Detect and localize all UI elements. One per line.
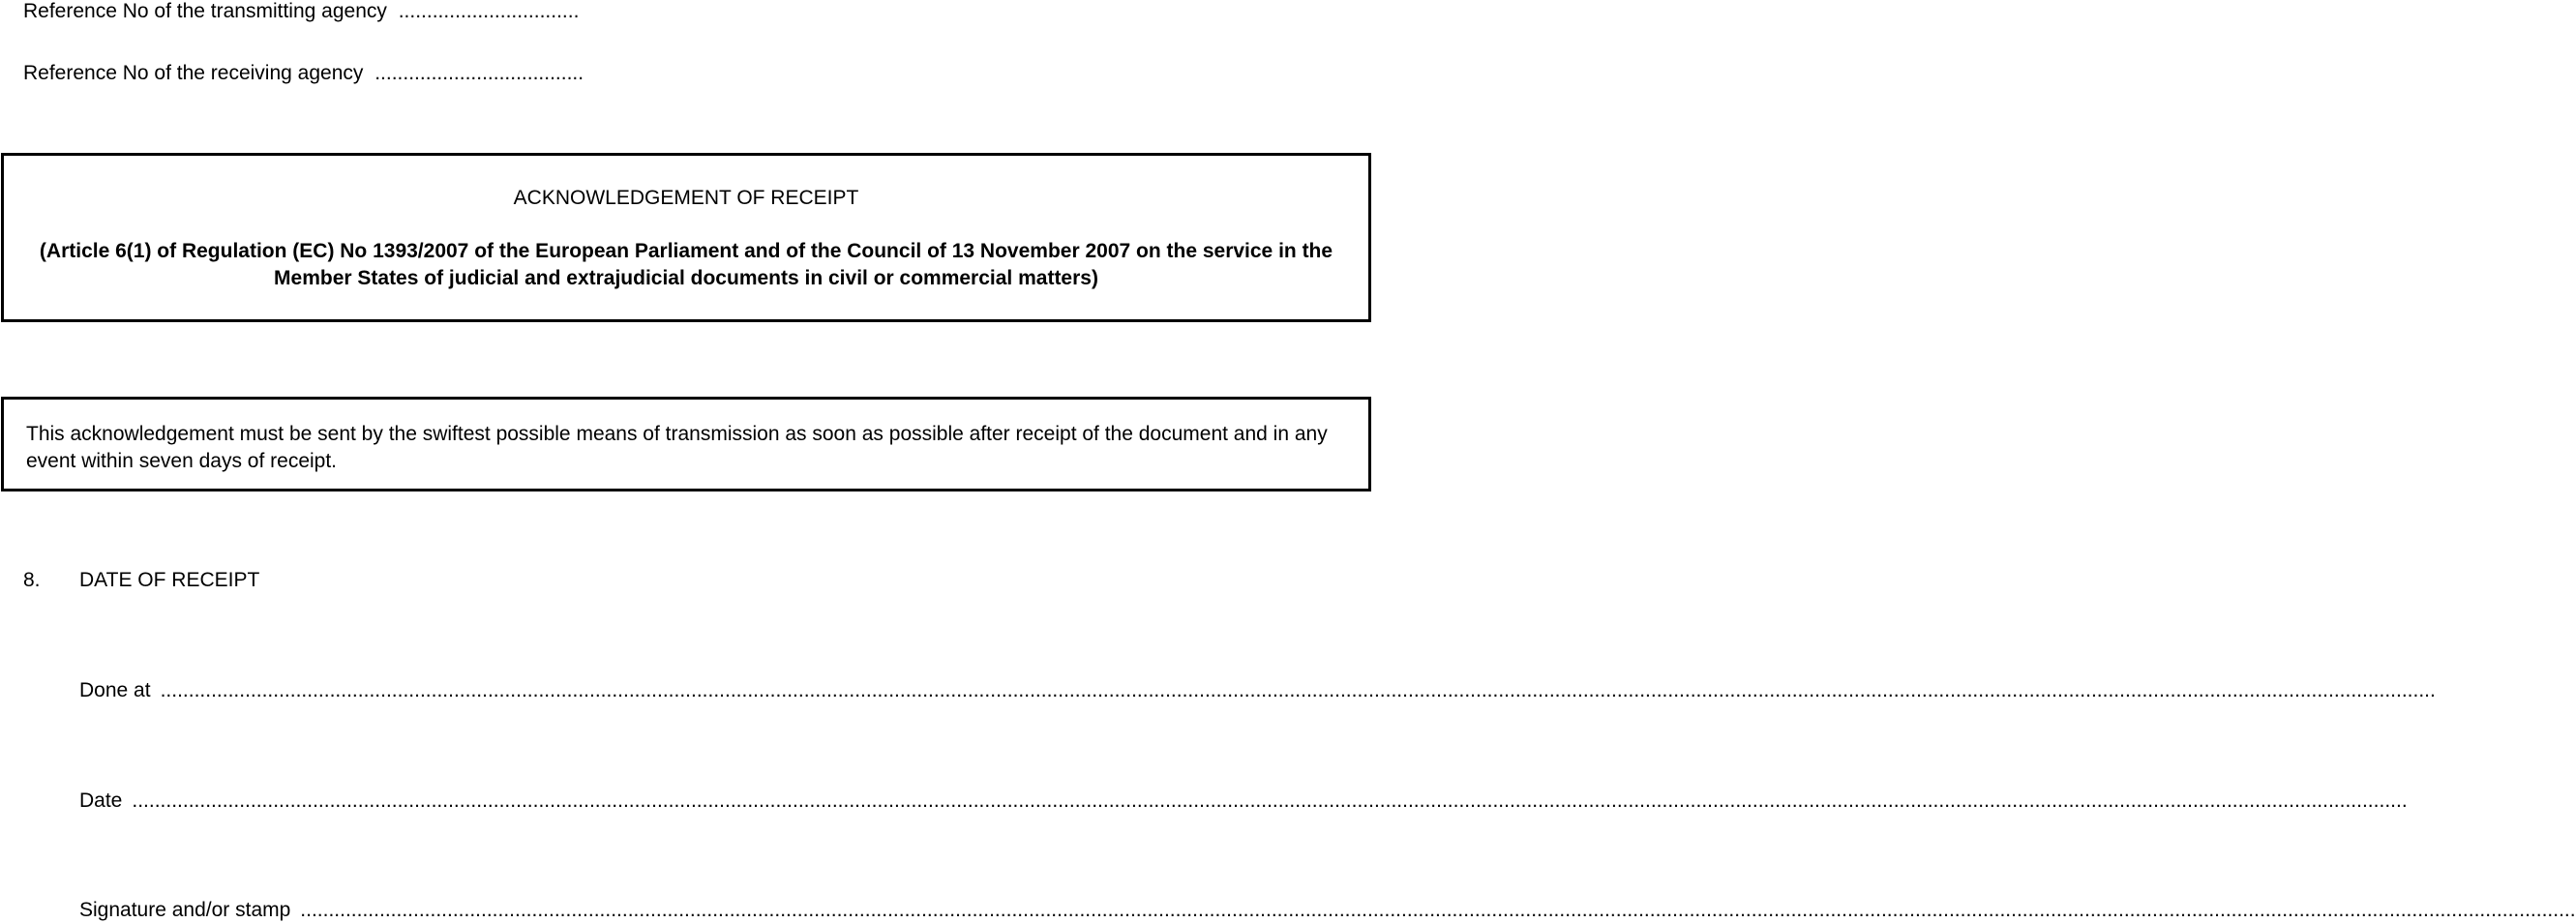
signature-field <box>79 899 2576 922</box>
done-at-field <box>79 679 2436 702</box>
signature-input[interactable]: ................................................................................................................................................................................................................................................................................................................................................................................................................... <box>300 899 2576 921</box>
ref-receiving-agency <box>23 62 584 85</box>
section-title: DATE OF RECEIPT <box>79 569 260 591</box>
acknowledgement-regulation: (Article 6(1) of Regulation (EC) No 1393/2007 of the European Parliament and of the Council of 13 November 2007 on the service in the Member States of judicial and extrajudicial documents in civil or commercial matters) <box>39 240 1333 289</box>
done-at-input[interactable]: ................................................................................................................................................................................................................................................................................................................................................................................................................... <box>160 679 2436 701</box>
signature-label: Signature and/or stamp <box>79 899 291 921</box>
done-at-label: Done at <box>79 679 151 701</box>
ref-transmitting-label: Reference No of the transmitting agency <box>23 0 387 22</box>
ref-receiving-dots[interactable]: ..................................... <box>374 62 584 84</box>
acknowledgement-box <box>1 153 1371 322</box>
ref-transmitting-agency <box>23 0 579 23</box>
date-field <box>79 789 2408 813</box>
ref-receiving-label: Reference No of the receiving agency <box>23 62 364 84</box>
notice-box <box>1 397 1371 491</box>
notice-text: This acknowledgement must be sent by the swiftest possible means of transmission as soon as possible after receipt of the document and in any event within seven days of receipt. <box>26 423 1328 472</box>
ref-transmitting-dots[interactable]: ................................ <box>398 0 580 22</box>
date-input[interactable]: ................................................................................................................................................................................................................................................................................................................................................................................................................... <box>132 789 2408 812</box>
acknowledgement-title: ACKNOWLEDGEMENT OF RECEIPT <box>513 187 859 209</box>
date-label: Date <box>79 789 123 812</box>
section-number: 8. <box>23 569 41 591</box>
